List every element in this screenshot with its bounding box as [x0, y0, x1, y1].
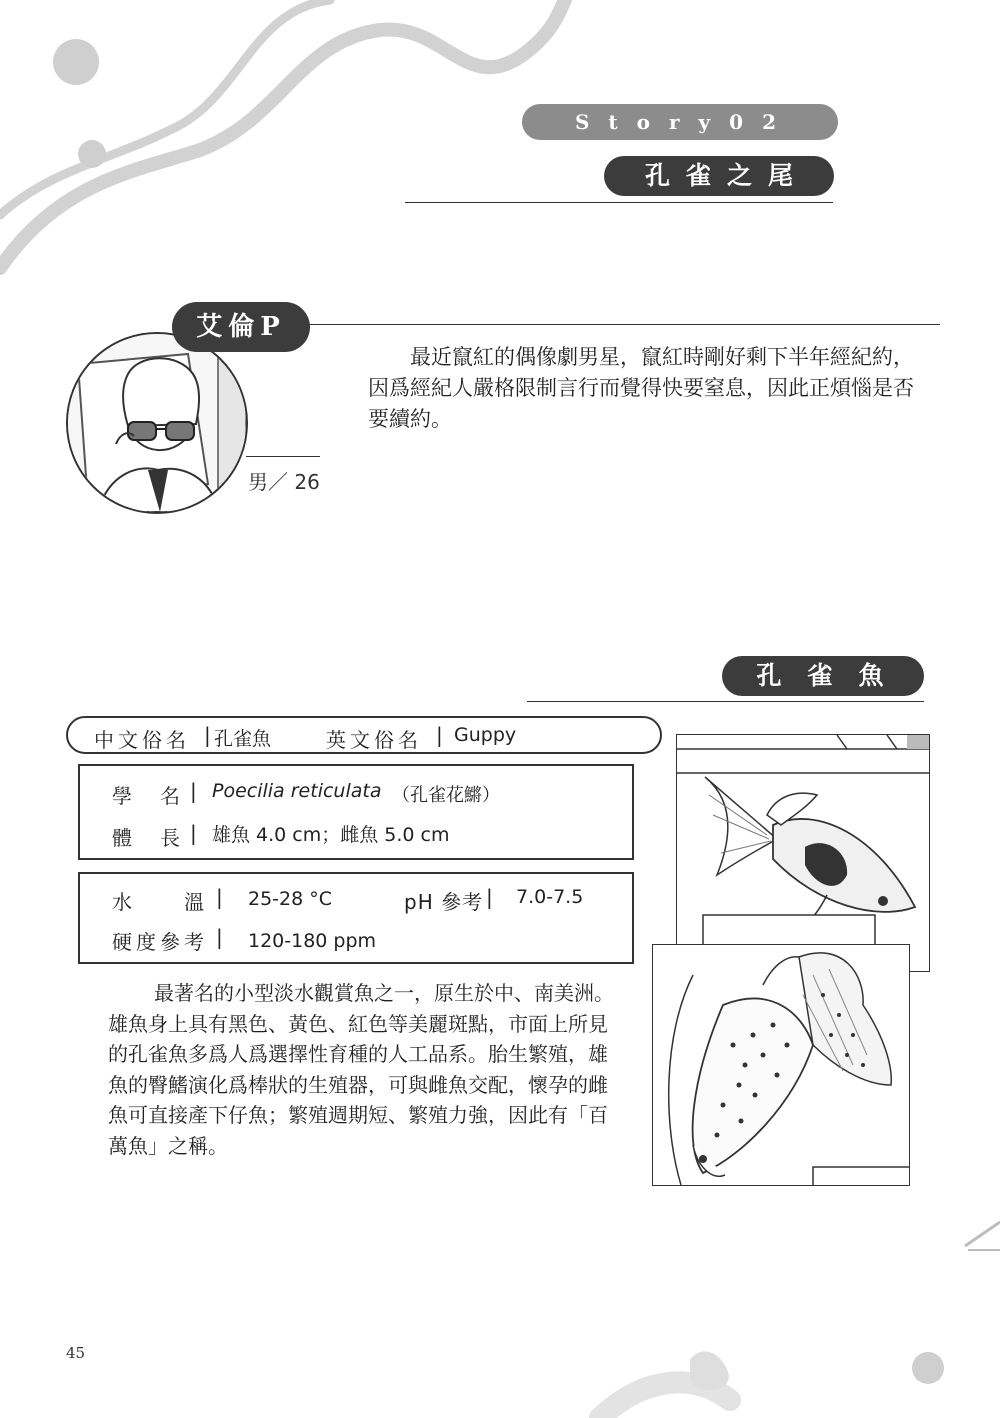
water-parameters-box [78, 872, 634, 964]
temperature-label: 水 溫 [112, 890, 208, 914]
length-label: 體 長 [112, 826, 184, 850]
taxonomy-box [78, 764, 634, 860]
ph-value: 7.0-7.5 [516, 886, 584, 908]
separator: | [216, 925, 223, 949]
scientific-name-label: 學 名 [112, 784, 184, 808]
scientific-name-value: Poecilia reticulata [212, 780, 382, 802]
manga-panel-bottom [652, 944, 910, 1186]
portrait-illustration [68, 334, 246, 512]
guppy-illustration-bottom [653, 945, 910, 1186]
deco-circle-large [53, 39, 99, 85]
english-name-value: Guppy [454, 724, 517, 746]
separator: | [486, 885, 493, 909]
common-names-row [66, 716, 662, 754]
story-label: Story02 [522, 104, 838, 140]
hardness-value: 120-180 ppm [248, 930, 377, 952]
character-gender-age: 男／ 26 [248, 470, 320, 494]
manga-panel-top [676, 734, 930, 972]
english-name-label: 英文俗名 [326, 728, 422, 752]
species-description: 最著名的小型淡水觀賞魚之一，原生於中、南美洲。雄魚身上具有黑色、黃色、紅色等美麗斑點，市面上所見的孔雀魚多爲人爲選擇性育種的人工品系。胎生繁殖，雄魚的臀鰭演化爲棒狀的生殖器，可與雌魚交配，懷孕的雌魚可直接產下仔魚；繁殖週期短、繁殖力強，因此有「百萬魚」之稱。 [108, 981, 614, 1158]
title-divider [405, 202, 833, 203]
page-number: 45 [66, 1344, 86, 1362]
deco-circle-bottom [912, 1352, 944, 1384]
separator: | [436, 723, 443, 747]
separator: | [190, 821, 197, 845]
length-value: 雄魚 4.0 cm；雌魚 5.0 cm [212, 824, 450, 846]
character-meta-divider [246, 456, 320, 457]
character-description: 最近竄紅的偶像劇男星，竄紅時剛好剩下半年經紀約，因爲經紀人嚴格限制言行而覺得快要窒息，因此正煩惱是否要續約。 [368, 345, 914, 431]
species-divider [527, 701, 924, 702]
separator: | [216, 885, 223, 909]
character-portrait [66, 332, 248, 514]
character-divider [300, 324, 940, 325]
guppy-illustration-top [677, 735, 930, 972]
separator: | [190, 779, 197, 803]
chinese-name-value: 孔雀魚 [214, 728, 272, 750]
temperature-value: 25-28 °C [248, 888, 333, 910]
deco-circle-small [78, 140, 106, 168]
character-name: 艾倫P [172, 302, 310, 352]
separator: | [204, 723, 211, 747]
ph-label: pH 參考 [404, 890, 484, 914]
chinese-name-label: 中文俗名 [94, 728, 190, 752]
scientific-name-alias: （孔雀花鱂） [392, 785, 500, 806]
chapter-title: 孔雀之尾 [604, 156, 834, 196]
species-title: 孔雀魚 [722, 656, 924, 696]
hardness-label: 硬度參考 [112, 930, 208, 954]
